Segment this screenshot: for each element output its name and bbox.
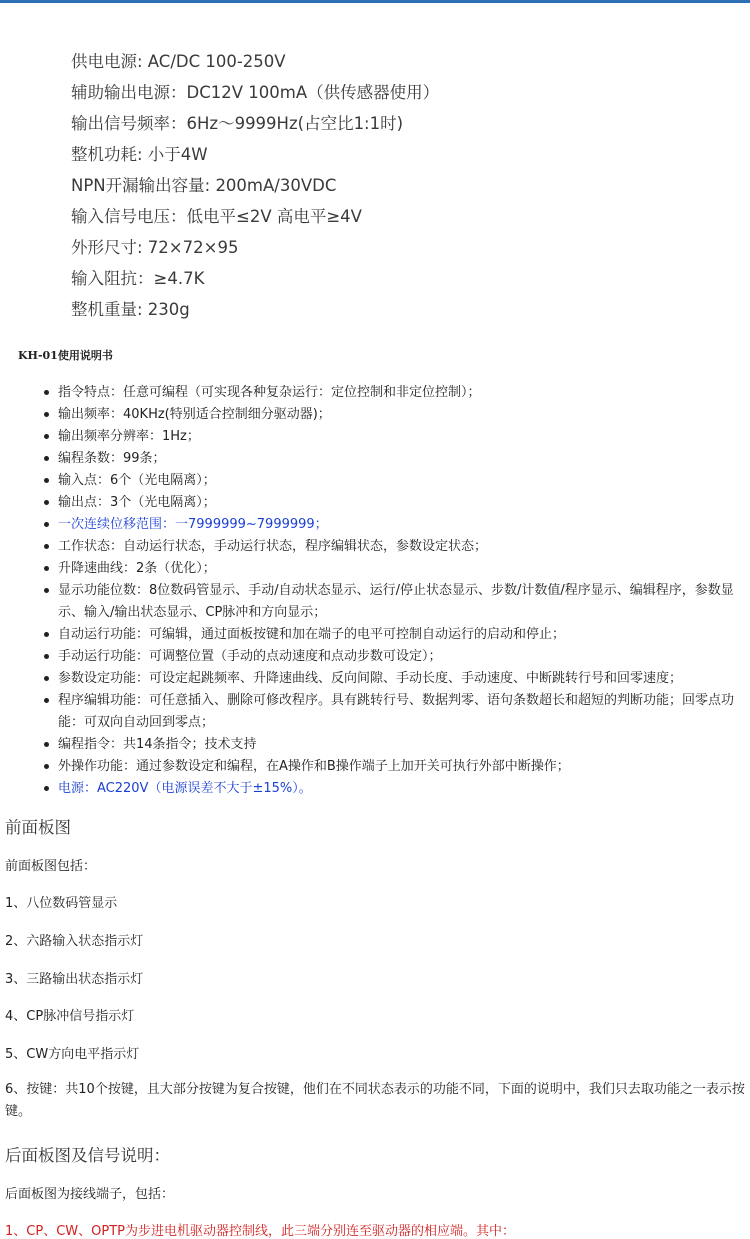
feature-item: 参数设定功能：可设定起跳频率、升降速曲线、反向间隙、手动长度、手动速度、中断跳转行号和回零速度； bbox=[58, 668, 748, 690]
feature-list bbox=[58, 382, 748, 800]
spec-weight: 整机重量: 230g bbox=[71, 300, 190, 319]
manual-title: KH-01使用说明书 bbox=[18, 349, 113, 362]
front-panel-item: 2、六路输入状态指示灯 bbox=[5, 934, 144, 949]
spec-list bbox=[71, 46, 439, 325]
front-panel-item: 5、CW方向电平指示灯 bbox=[5, 1047, 140, 1062]
feature-item: 输出点：3个（光电隔离）； bbox=[58, 492, 748, 514]
spec-power-supply: 供电电源: AC/DC 100-250V bbox=[71, 52, 286, 71]
feature-item: 程序编辑功能：可任意插入、删除可修改程序。具有跳转行号、数据判零、语句条数超长和超短的判断功能；回零点功能：可双向自动回到零点； bbox=[58, 690, 748, 734]
front-panel-intro: 前面板图包括： bbox=[5, 859, 97, 874]
spec-input-impedance: 输入阻抗：≥4.7K bbox=[71, 269, 205, 288]
feature-item: 输出频率：40KHz(特别适合控制细分驱动器)； bbox=[58, 404, 748, 426]
rear-panel-intro: 后面板图为接线端子，包括： bbox=[5, 1187, 175, 1202]
feature-item: 指令特点：任意可编程（可实现各种复杂运行：定位控制和非定位控制）； bbox=[58, 382, 748, 404]
spec-power-consumption: 整机功耗: 小于4W bbox=[71, 145, 208, 164]
spec-input-voltage: 输入信号电压：低电平≤2V 高电平≥4V bbox=[71, 207, 362, 226]
front-panel-item: 3、三路输出状态指示灯 bbox=[5, 972, 144, 987]
rear-panel-heading: 后面板图及信号说明： bbox=[5, 1146, 170, 1165]
front-panel-item: 6、按键：共10个按键，且大部分按键为复合按键，他们在不同状态表示的功能不同，下面的说明中，我们只去取功能之一表示按键。 bbox=[5, 1082, 745, 1119]
feature-item: 工作状态：自动运行状态，手动运行状态，程序编辑状态，参数设定状态； bbox=[58, 536, 748, 558]
front-panel-item: 1、八位数码管显示 bbox=[5, 896, 118, 911]
top-border bbox=[0, 0, 750, 3]
spec-npn-capacity: NPN开漏输出容量: 200mA/30VDC bbox=[71, 176, 337, 195]
feature-item-highlighted: 一次连续位移范围：一7999999~7999999； bbox=[58, 514, 748, 536]
spec-dimensions: 外形尺寸: 72×72×95 bbox=[71, 238, 239, 257]
feature-item: 手动运行功能：可调整位置（手动的点动速度和点动步数可设定）； bbox=[58, 646, 748, 668]
feature-item-highlighted: 电源：AC220V（电源误差不大于±15%）。 bbox=[58, 778, 748, 800]
front-panel-item: 4、CP脉冲信号指示灯 bbox=[5, 1009, 135, 1024]
feature-item: 输入点：6个（光电隔离）； bbox=[58, 470, 748, 492]
front-panel-heading: 前面板图 bbox=[5, 818, 71, 837]
feature-item: 显示功能位数：8位数码管显示、手动/自动状态显示、运行/停止状态显示、步数/计数值/程序显示、编辑程序，参数显示、输入/输出状态显示、CP脉冲和方向显示； bbox=[58, 580, 748, 624]
rear-panel-item: 1、CP、CW、OPTP为步进电机驱动器控制线，此三端分别连至驱动器的相应端。其中： bbox=[5, 1224, 515, 1239]
feature-item: 编程指令：共14条指令；技术支持 bbox=[58, 734, 748, 756]
spec-output-frequency: 输出信号频率：6Hz～9999Hz(占空比1:1时) bbox=[71, 114, 404, 133]
feature-item: 自动运行功能：可编辑，通过面板按键和加在端子的电平可控制自动运行的启动和停止； bbox=[58, 624, 748, 646]
feature-item: 外操作功能：通过参数设定和编程，在A操作和B操作端子上加开关可执行外部中断操作； bbox=[58, 756, 748, 778]
feature-item: 输出频率分辨率：1Hz； bbox=[58, 426, 748, 448]
feature-item: 编程条数：99条； bbox=[58, 448, 748, 470]
feature-item: 升降速曲线：2条（优化）； bbox=[58, 558, 748, 580]
spec-aux-output: 辅助输出电源：DC12V 100mA（供传感器使用） bbox=[71, 83, 440, 102]
